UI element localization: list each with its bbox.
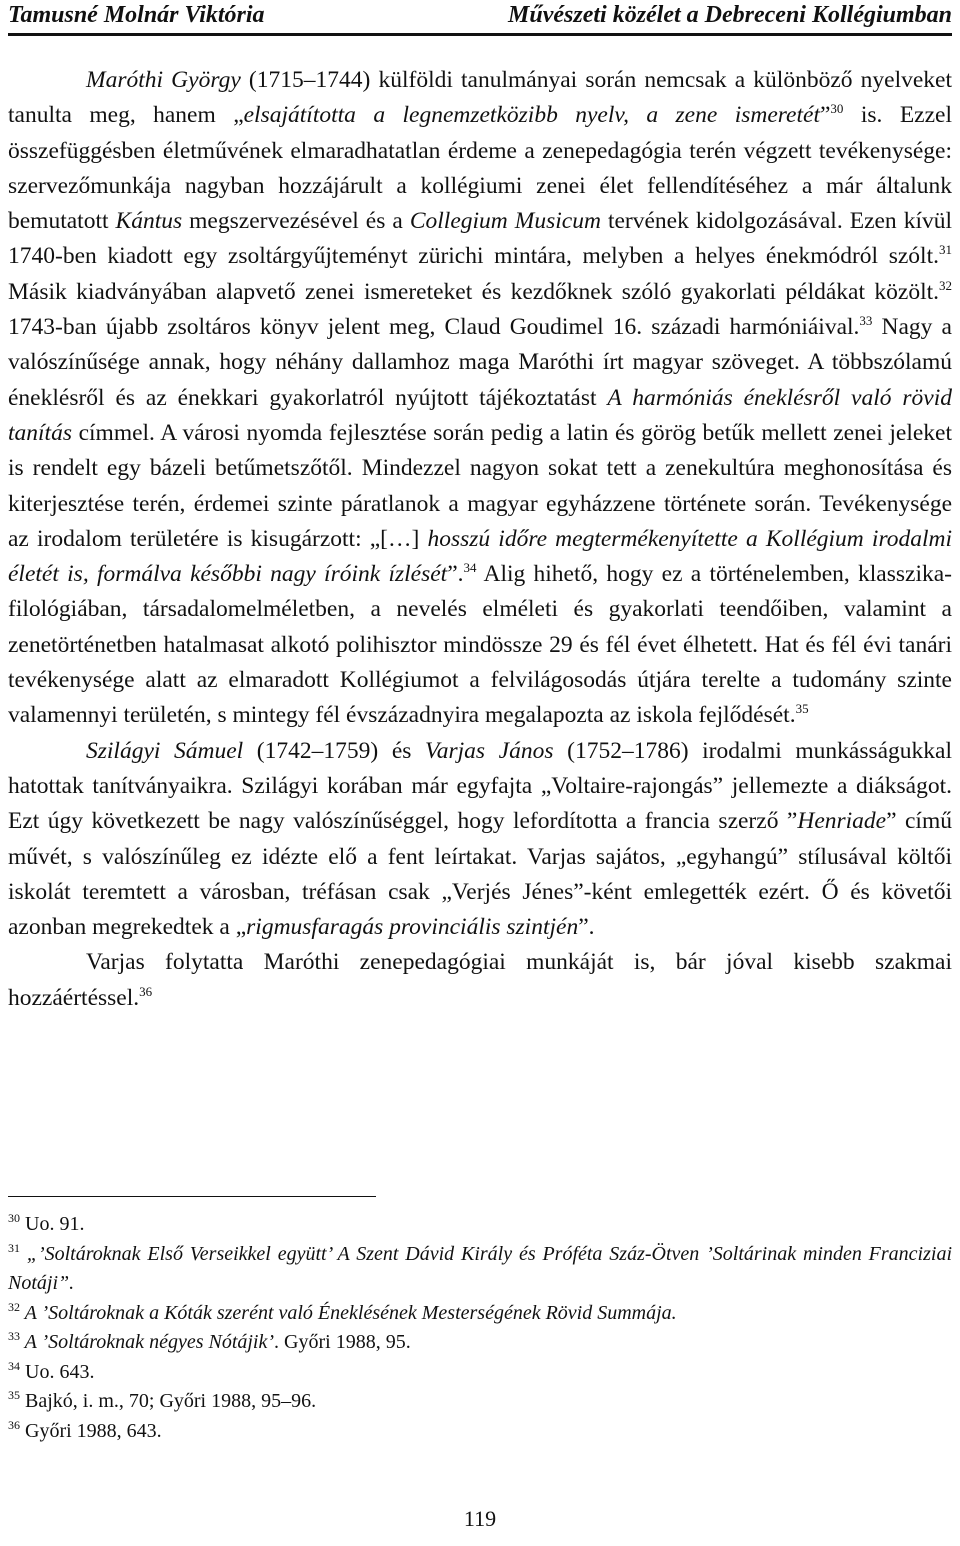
italic-term: Collegium Musicum xyxy=(409,208,601,235)
italic-quote: rigmusfaragás provinciális szintjén xyxy=(246,914,579,941)
footnote-number: 31 xyxy=(8,1240,20,1255)
footnotes xyxy=(8,1210,952,1446)
page-number: 119 xyxy=(463,1506,497,1531)
footnote-34 xyxy=(8,1358,952,1388)
footnote-31 xyxy=(8,1240,952,1299)
footnote-number: 32 xyxy=(8,1299,20,1314)
footnote-text: . Győri 1988, 95. xyxy=(274,1331,411,1353)
paragraph-marothi xyxy=(8,63,952,734)
header-title: Művészeti közélet a Debreceni Kollégiumban xyxy=(508,2,952,28)
text-run: címmel. A városi nyomda fejlesztése során pedig a latin és görög betűk mellett zenei jeleket is rendelt egy bázeli betűmetszőtől. Mindezzel nagyon sokat tett a zenekultúra meghonosítása és kiterjesztése terén, érdemei szinte páratlanok a magyar egyházzene története során. Tevékenysége az irodalom területére is kisugárzott: „[…] xyxy=(8,419,952,552)
text-run: ”. xyxy=(578,914,595,941)
footnote-ref-35: 35 xyxy=(795,701,809,717)
footnote-ref-30: 30 xyxy=(830,101,844,117)
footnote-ref-36: 36 xyxy=(139,983,153,999)
footnote-35 xyxy=(8,1387,952,1417)
footnote-ref-33: 33 xyxy=(859,313,873,329)
footnote-ref-34: 34 xyxy=(463,560,477,576)
footnote-italic-title: A ’Soltároknak négyes Nótájik’ xyxy=(20,1331,275,1353)
italic-quote: hosszú időre megtermékenyítette a Kollégium irodalmi életét is, formálva későbbi nagy íróink ízlését xyxy=(8,525,953,588)
text-run: 1743-ban újabb zsoltáros könyv jelent meg, Claud Goudimel 16. századi harmóniáival. xyxy=(8,314,860,341)
footnote-number: 36 xyxy=(8,1417,20,1432)
footnote-33 xyxy=(8,1328,952,1358)
italic-name: Maróthi György xyxy=(86,67,241,93)
text-run: Varjas folytatta Maróthi zenepedagógiai munkáját is, bár jóval kisebb szakmai hozzáértéssel. xyxy=(8,949,952,1011)
italic-title: Henriade xyxy=(797,808,887,835)
text-run: ”. xyxy=(447,561,464,588)
italic-term: Kántus xyxy=(115,208,183,235)
footnote-text: Bajkó, i. m., 70; Győri 1988, 95–96. xyxy=(20,1390,317,1412)
text-run: is. Ezzel összefüggésben életművének elmaradhatatlan érdeme a zenepedagógia terén végzett tevékenysége: szervezőmunkája nagyban hozzájárult a kollégiumi zenei élet fellendítéséhez a már általunk bemutatott xyxy=(8,102,952,235)
footnote-separator xyxy=(8,1196,376,1197)
text-run: (1715–1744) külföldi tanulmányai során nemcsak a különböző nyelveket tanulta meg, hanem „ xyxy=(8,67,952,129)
footnote-32 xyxy=(8,1299,952,1329)
footnote-ref-31: 31 xyxy=(939,242,952,258)
text-run: megszervezésével és a xyxy=(182,208,410,235)
footnote-number: 34 xyxy=(8,1358,20,1373)
footnote-number: 33 xyxy=(8,1329,20,1343)
running-header xyxy=(8,0,952,36)
footnote-text: „’Soltároknak Első Verseikkel együtt’ A Szent Dávid Király és Próféta Száz-Ötven ’Soltárinak minden Franciziai Notáji”. xyxy=(8,1242,952,1294)
text-run: ” című művét, s valószínűleg ez idézte elő a fent leírtakat. Varjas sajátos, „egyhangú” stílusával költői iskolát teremtett a városban, tréfásan csak „Verjés Jénes”-ként emlegették ezért. Ő és követői azonban megrekedtek a „ xyxy=(8,808,952,941)
text-run: Másik kiadványában alapvető zenei ismereteket és kezdőknek szóló gyakorlati példákat közölt. xyxy=(8,278,939,305)
footnote-ref-32: 32 xyxy=(939,277,952,293)
italic-name: Varjas János xyxy=(425,737,554,764)
text-run: (1742–1759) és xyxy=(243,737,425,764)
header-author: Tamusné Molnár Viktória xyxy=(8,2,265,28)
footnote-number: 35 xyxy=(8,1388,20,1402)
italic-name: Szilágyi Sámuel xyxy=(86,737,244,764)
text-run: Alig hihető, hogy ez a történelemben, klasszika-filológiában, társadalomelméletben, a nevelés elméleti és gyakorlati teendőiben, valamint a zenetörténetben hatalmasat alkotó polihisztor mindössze 29 és fél évet élhetett. Hat és fél évi tanári tevékenysége alatt az elmaradott Kollégiumot a felvilágosodás útjára terelte a tudomány szinte valamennyi területén, s mintegy fél évszázadnyira megalapozta az iskola fejlődését. xyxy=(8,561,952,729)
main-text xyxy=(8,63,952,1016)
italic-quote: elsajátította a legnemzetközibb nyelv, a zene ismeretét xyxy=(243,102,820,129)
footnote-text: A ’Soltároknak a Kóták szerént való Éneklésének Mesterségének Rövid Summája. xyxy=(20,1301,677,1324)
paragraph-szilagyi-varjas xyxy=(8,734,952,946)
footnote-text: Uo. 91. xyxy=(20,1213,85,1235)
text-run: (1752–1786) irodalmi munkásságukkal hatottak tanítványaikra. Szilágyi korában már egyfajta „Voltaire-rajongás” jellemezte a diákságot. Ezt úgy következett be nagy valószínűséggel, hogy lefordította a francia szerző ” xyxy=(8,737,952,835)
italic-title: A harmóniás éneklésről való rövid tanítás xyxy=(8,384,952,446)
text-run: Nagy a valószínűsége annak, hogy néhány dallamhoz maga Maróthi írt magyar szöveget. A többszólamú éneklésről és az énekkari gyakorlatról nyújtott tájékoztatást xyxy=(8,314,952,411)
paragraph-varjas xyxy=(8,945,952,1016)
footnote-text: Győri 1988, 643. xyxy=(20,1419,162,1442)
text-run: ” xyxy=(819,102,831,129)
text-run: tervének kidolgozásával. Ezen kívül 1740-ben kiadott egy zsoltárgyűjteményt zürichi mintára, melyben a helyes énekmódról szólt. xyxy=(8,208,953,270)
footnote-number: 30 xyxy=(8,1211,20,1225)
footnote-text: Uo. 643. xyxy=(20,1360,95,1383)
footnote-30 xyxy=(8,1210,952,1240)
footnote-36 xyxy=(8,1417,952,1447)
